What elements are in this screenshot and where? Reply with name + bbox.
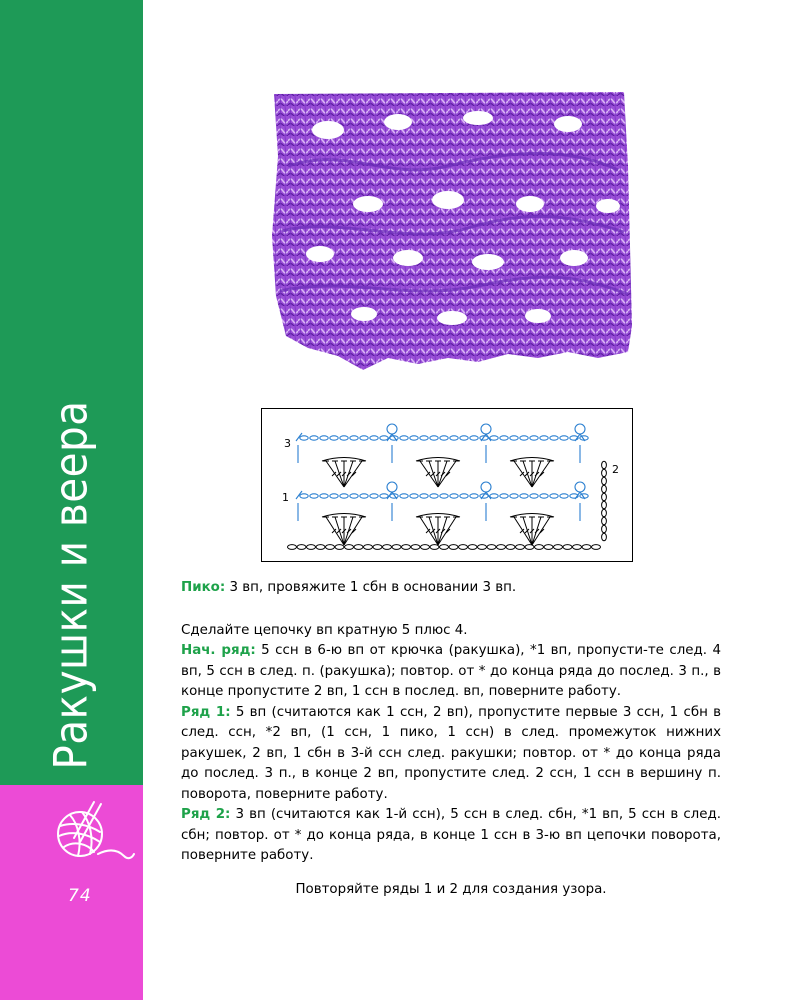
swatch-photo bbox=[268, 86, 632, 386]
start-row-heading: Нач. ряд: bbox=[181, 643, 256, 658]
chain-intro: Сделайте цепочку вп кратную 5 плюс 4. bbox=[181, 622, 468, 638]
start-row-text: 5 ссн в 6-ю вп от крючка (ракушка), *1 вп, пропусти-те след. 4 вп, 5 ссн в след. п. (ракушка); повтор. от * до конца ряда до послед. 3 п., в конце пропустите 2 вп, 1 ссн в послед. вп, поверните работу. bbox=[181, 643, 721, 699]
picot-heading: Пико: bbox=[181, 580, 226, 595]
row-label-1: 1 bbox=[282, 491, 289, 504]
page-number: 74 bbox=[68, 886, 92, 906]
crochet-diagram bbox=[262, 409, 632, 561]
row-label-2: 2 bbox=[612, 463, 619, 476]
row2-paragraph bbox=[181, 805, 721, 867]
picot-text: 3 вп, провяжите 1 сбн в основании 3 вп. bbox=[225, 580, 517, 595]
row2-heading: Ряд 2: bbox=[181, 807, 231, 822]
crochet-chart bbox=[261, 408, 633, 562]
repeat-note: Повторяйте ряды 1 и 2 для создания узора. bbox=[295, 882, 607, 897]
row2-text: 3 вп (считаются как 1-й ссн), 5 ссн в след. сбн, *1 вп, 5 ссн в след. сбн; повтор. от * до конца ряда, в конце 1 ссн в 3-ю вп цепочки поворота, поверните работу. bbox=[181, 807, 721, 863]
start-row-paragraph bbox=[181, 641, 721, 703]
row-label-3: 3 bbox=[284, 437, 291, 450]
picot-paragraph bbox=[181, 578, 721, 599]
section-title: Ракушки и веера bbox=[44, 400, 98, 770]
yarn-ball-icon bbox=[44, 800, 136, 864]
row1-paragraph bbox=[181, 703, 721, 806]
row1-heading: Ряд 1: bbox=[181, 704, 231, 720]
instructions bbox=[181, 578, 721, 867]
row1-text: 5 вп (считаются как 1 ссн, 2 вп), пропустите первые 3 ссн, 1 сбн в след. ссн, *2 вп, (1 ссн, 1 пико, 1 ссн) в след. промежуток нижних ракушек, 2 вп, 1 сбн в 3-й ссн след. ракушки; повтор. от * до конца ряда до послед. 3 п., в конце 2 вп, пропустите след. 2 ссн, 1 ссн в вершину п. поворота, поверните работу. bbox=[181, 704, 722, 802]
